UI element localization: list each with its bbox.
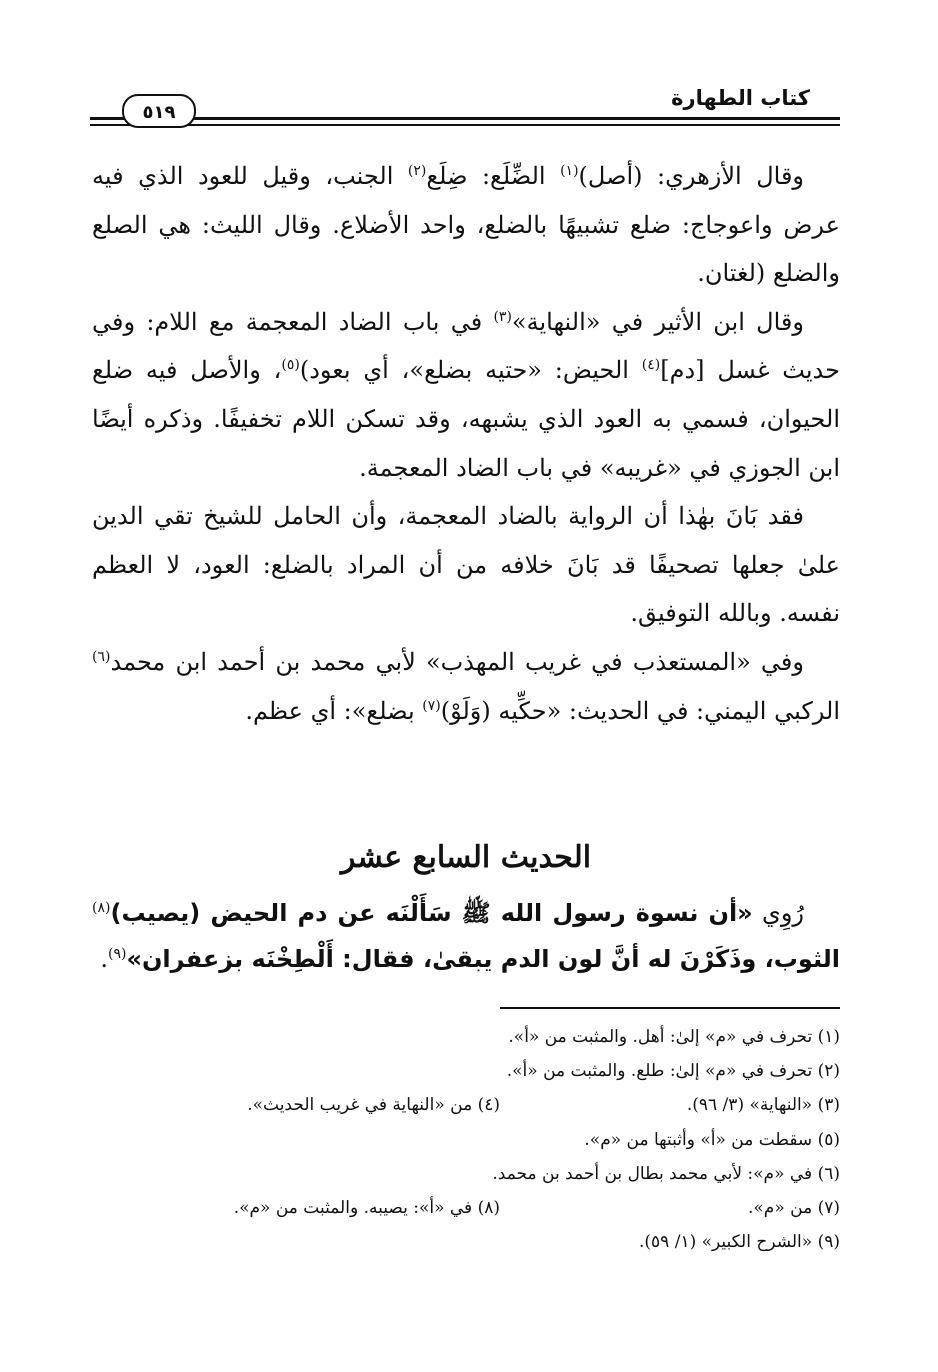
footnote-ref: (٩) <box>107 946 127 962</box>
footnote: (١) تحرف في «م» إلىٰ: أهل. والمثبت من «أ». <box>508 1027 840 1047</box>
footnote: (٥) سقطت من «أ» وأثبتها من «م». <box>584 1129 840 1150</box>
footnote-row <box>92 1088 840 1122</box>
footnote: (٢) تحرف في «م» إلىٰ: طلع. والمثبت من «أ». <box>506 1061 840 1082</box>
text-run: الركبي اليمني: في الحديث: «حكِّيه (وَلَوْ) <box>440 696 840 725</box>
text-run: الحيض: «حتيه بضلع»، أي بعود) <box>299 356 642 385</box>
footnote: (٦) في «م»: لأبي محمد بطال بن أحمد بن محمد. <box>492 1163 840 1184</box>
footnote-ref: (٨) <box>92 900 111 916</box>
page-number: ٥١٩ <box>122 94 196 128</box>
paragraph-azhari <box>92 152 840 298</box>
main-text <box>92 152 840 735</box>
footnote: (٩) «الشرح الكبير» (١/ ٥٩). <box>638 1232 840 1253</box>
hadith-paragraph <box>92 890 840 982</box>
text-run: بضلع»: أي عظم. <box>245 696 423 725</box>
footnote-row <box>92 1191 840 1225</box>
footnote: (٧) من «م». <box>748 1198 840 1219</box>
footnote-separator <box>500 1007 840 1009</box>
text-run: . <box>100 945 108 973</box>
text-run: في باب الضاد المعجمة مع اللام: وفي حديث غسل [دم] <box>92 307 840 385</box>
footnotes <box>92 1020 840 1259</box>
text-run: الضِّلَع: ضِلَع <box>426 162 561 190</box>
footnote-ref: (٣) <box>493 308 512 325</box>
section-heading: الحديث السابع عشر <box>340 840 592 875</box>
page-header <box>90 84 840 134</box>
footnote-ref: (١) <box>560 163 579 179</box>
text-run: وقال ابن الأثير في «النهاية» <box>511 307 804 336</box>
header-rule-top <box>90 117 840 120</box>
footnote: (٤) من «النهاية في غريب الحديث». <box>247 1095 500 1116</box>
footnote-ref: (٦) <box>92 648 111 665</box>
header-rule-bottom <box>90 124 840 126</box>
footnote-ref: (٢) <box>407 163 427 179</box>
text-run: ، والأصل فيه ضلع الحيوان، فسمي به العود الذي يشبهه، وقد تسكن اللام تخفيفًا. وذكره أيضًا ابن الجوزي في «غريبه» في باب الضاد المعجمة. <box>92 356 840 482</box>
hadith-quote: الثوب، وذَكَرْنَ له أنَّ لون الدم يبقىٰ، فقال: أَلْطِخْنَه بزعفران» <box>126 945 840 973</box>
footnote-ref: (٧) <box>422 697 441 714</box>
footnote: (٣) «النهاية» (٣/ ٩٦). <box>686 1095 840 1116</box>
paragraph-mustadhab <box>92 638 840 735</box>
text-run: وفي «المستعذب في غريب المهذب» لأبي محمد بن أحمد ابن محمد <box>110 647 804 676</box>
paragraph-ibn-athir <box>92 298 840 492</box>
text-run: وقال الأزهري: (أصل) <box>578 162 805 190</box>
hadith-text <box>92 890 840 982</box>
footnote: (٨) في «أ»: يصيبه. والمثبت من «م». <box>233 1198 500 1219</box>
book-title: كتاب الطهارة <box>671 86 810 110</box>
footnote-ref: (٥) <box>281 357 300 374</box>
hadith-quote: «أن نسوة رسول الله ﷺ سَأَلْنَه عن دم الحيض (يصيب) <box>110 899 753 927</box>
text-run: الجنب، وقيل للعود الذي فيه عرض واعوجاج: ضلع تشبيهًا بالضلع، واحد الأضلاع. وقال الليث: هي الصلع والضلع (لغتان. <box>92 162 840 288</box>
text-run: رُوِي <box>752 899 805 927</box>
footnote-ref: (٤) <box>641 357 661 374</box>
paragraph-conclusion: فقد بَانَ بهٰذا أن الرواية بالضاد المعجمة، وأن الحامل للشيخ تقي الدين علىٰ جعلها تصحيفًا قد بَانَ خلافه من أن المراد بالضلع: العود، لا العظم نفسه. وبالله التوفيق. <box>92 502 840 628</box>
